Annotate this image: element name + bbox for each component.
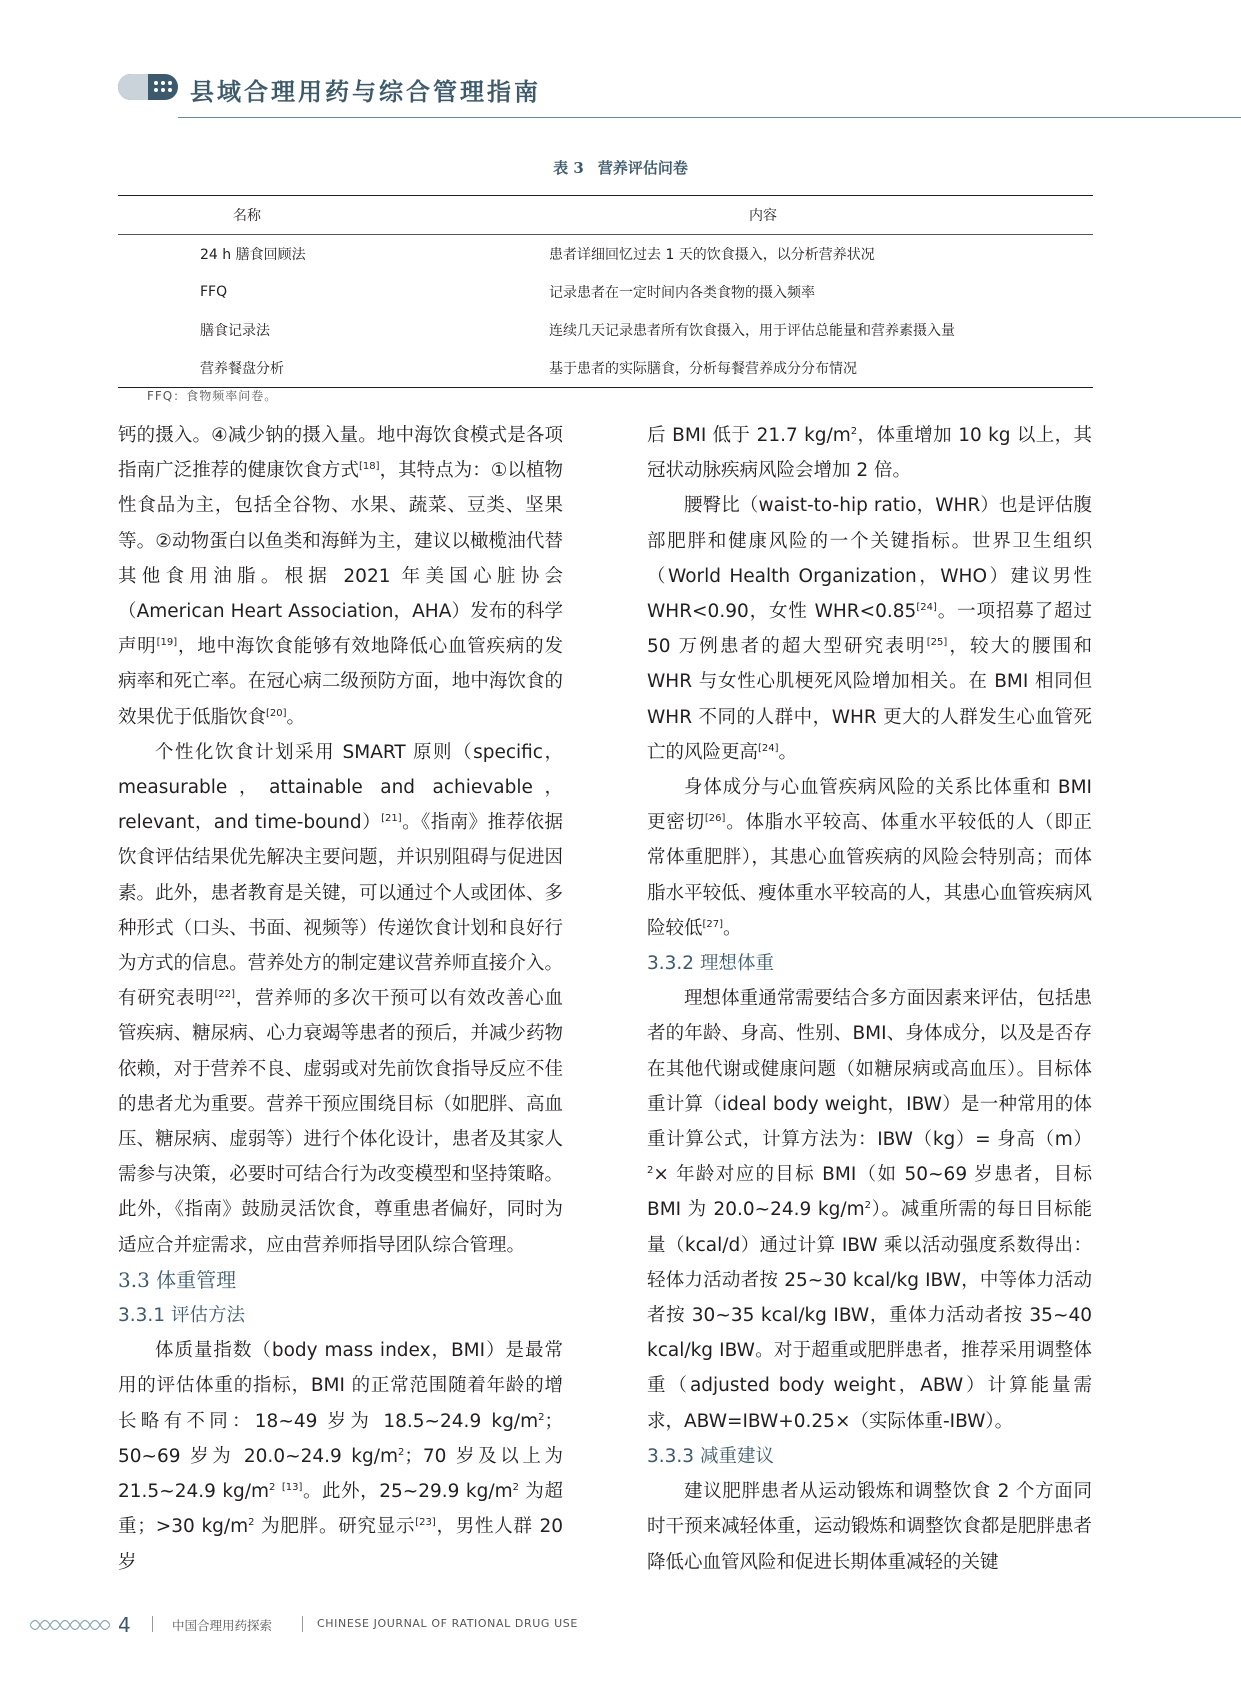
footer-divider	[152, 1616, 153, 1632]
table-cell-name: FFQ	[200, 284, 228, 300]
subsection-heading: 3.3.1 评估方法	[118, 1305, 245, 1327]
citation: [18]	[359, 461, 380, 473]
subsection-heading: 3.3.3 减重建议	[647, 1445, 774, 1467]
table-cell-content: 连续几天记录患者所有饮食摄入，用于评估总能量和营养素摄入量	[549, 323, 955, 339]
table-row	[118, 311, 1093, 349]
table-footnote: FFQ：食物频率问卷。	[147, 389, 278, 403]
right-column	[647, 418, 1092, 1580]
body-paragraph: 钙的摄入。④减少钠的摄入量。地中海饮食模式是各项指南广泛推荐的健康饮食方式[18]，其特点为：①以植物性食品为主，包括全谷物、水果、蔬菜、豆类、坚果等。②动物蛋白以鱼类和海鲜为主，建议以橄榄油代替其他食用油脂。根据 2021 年美国心脏协会（American Heart Association，AHA）发布的科学声明[19]，地中海饮食能够有效地降低心血管疾病的发病率和死亡率。在冠心病二级预防方面，地中海饮食的效果优于低脂饮食[20]。	[118, 425, 563, 728]
citation: [24]	[758, 742, 779, 754]
citation: [26]	[704, 813, 726, 825]
table-cell-name: 膳食记录法	[200, 323, 270, 339]
body-paragraph: 个性化饮食计划采用 SMART 原则（specific，measurable，attainable and achievable，relevant，and time-bound）[21]。《指南》推荐依据饮食评估结果优先解决主要问题，并识别阻碍与促进因素。此外，患者教育是关键，可以通过个人或团体、多种形式（口头、书面、视频等）传递饮食计划和良好行为方式的信息。营养处方的制定建议营养师直接介入。有研究表明[22]，营养师的多次干预可以有效改善心血管疾病、糖尿病、心力衰竭等患者的预后，并减少药物依赖，对于营养不良、虚弱或对先前饮食指导反应不佳的患者尤为重要。营养干预应围绕目标（如肥胖、高血压、糖尿病、虚弱等）进行个体化设计，患者及其家人需参与决策，必要时可结合行为改变模型和坚持策略。此外，《指南》鼓励灵活饮食，尊重患者偏好，同时为适应合并症需求，应由营养师指导团队综合管理。	[118, 741, 563, 1256]
body-paragraph: 身体成分与心血管疾病风险的关系比体重和 BMI 更密切[26]。体脂水平较高、体重水平较低的人（即正常体重肥胖），其患心血管疾病的风险会特别高；而体脂水平较低、瘦体重水平较高的人，其患心血管疾病风险较低[27]。	[647, 777, 1092, 939]
footer-divider	[302, 1616, 303, 1632]
citation: [21]	[381, 813, 402, 825]
running-header-title: 县域合理用药与综合管理指南	[190, 77, 541, 106]
citation: [27]	[702, 918, 724, 930]
table-row	[118, 273, 1093, 311]
table-row	[118, 349, 1093, 388]
citation: [20]	[266, 707, 287, 719]
table-caption	[0, 157, 1241, 178]
citation: [19]	[156, 637, 178, 649]
body-paragraph: 建议肥胖患者从运动锻炼和调整饮食 2 个方面同时干预来减轻体重，运动锻炼和调整饮食都是肥胖患者降低心血管风险和促进长期体重减轻的关键	[647, 1481, 1092, 1573]
journal-name-cn: 中国合理用药探索	[172, 1618, 273, 1633]
table-caption-number: 表 3	[553, 159, 584, 177]
table-cell-name: 24 h 膳食回顾法	[200, 247, 306, 263]
body-paragraph: 后 BMI 低于 21.7 $kg/m^2$，体重增加 10 kg 以上，其冠状动脉疾病风险会增加 2 倍。	[647, 425, 1092, 482]
nutrition-assessment-table	[118, 195, 1093, 388]
wave-ornament-icon	[30, 1616, 110, 1634]
table-cell-content: 患者详细回忆过去 1 天的饮食摄入，以分析营养状况	[549, 247, 875, 263]
citation: [13]	[281, 1481, 303, 1493]
header-rule	[178, 117, 1241, 118]
body-paragraph: 体质量指数（body mass index，BMI）是最常用的评估体重的指标，BMI 的正常范围随着年龄的增长略有不同：18~49 岁为 18.5~24.9 $kg/m^2$；50~69 岁为 20.0~24.9 $kg/m^2$；70 岁及以上为 21.5~24.9 $kg/m^2$ [13]。此外，25~29.9 $kg/m^2$ 为超重；>30 $kg/m^2$ 为肥胖。研究显示[23]，男性人群 20 岁	[118, 1340, 563, 1573]
table-header-name: 名称	[118, 196, 549, 235]
body-paragraph: 腰臀比（waist-to-hip ratio，WHR）也是评估腹部肥胖和健康风险的一个关键指标。世界卫生组织（World Health Organization，WHO）建议男性 WHR<0.90，女性 WHR<0.85[24]。一项招募了超过 50 万例患者的超大型研究表明[25]，较大的腰围和 WHR 与女性心肌梗死风险增加相关。在 BMI 相同但 WHR 不同的人群中，WHR 更大的人群发生心血管死亡的风险更高[24]。	[647, 495, 1092, 763]
table-row	[118, 235, 1093, 274]
table-caption-title: 营养评估问卷	[597, 159, 688, 177]
section-heading: 3.3 体重管理	[118, 1267, 237, 1292]
table-header-content: 内容	[549, 196, 1093, 235]
page-number: 4	[118, 1613, 131, 1637]
subsection-heading: 3.3.2 理想体重	[647, 953, 774, 975]
table-cell-content: 记录患者在一定时间内各类食物的摄入频率	[549, 285, 815, 301]
journal-logo-icon	[118, 74, 178, 100]
citation: [23]	[415, 1517, 436, 1529]
body-paragraph: 理想体重通常需要结合多方面因素来评估，包括患者的年龄、身高、性别、BMI、身体成分，以及是否存在其他代谢或健康问题（如糖尿病或高血压）。目标体重计算（ideal body weight，IBW）是一种常用的体重计算公式，计算方法为：IBW（kg）= 身高$(m)^2\times$ 年龄对应的目标 BMI（如 50~69 岁患者，目标 BMI 为 20.0~24.9 $kg/m^2$）。减重所需的每日目标能量（kcal/d）通过计算 IBW 乘以活动强度系数得出：轻体力活动者按 25~30 kcal/kg IBW，中等体力活动者按 30~35 kcal/kg IBW，重体力活动者按 35~40 kcal/kg IBW。对于超重或肥胖患者，推荐采用调整体重（adjusted body weight，ABW）计算能量需求，ABW=IBW+0.25×（实际体重-IBW）。	[647, 988, 1092, 1432]
left-column	[118, 418, 563, 1580]
running-header	[118, 66, 1241, 118]
citation: [22]	[214, 989, 235, 1001]
page-footer	[30, 1610, 1210, 1640]
citation: [24]	[916, 601, 937, 613]
table-cell-name: 营养餐盘分析	[118, 349, 549, 388]
journal-name-en: CHINESE JOURNAL OF RATIONAL DRUG USE	[317, 1617, 578, 1630]
citation: [25]	[926, 637, 948, 649]
table-cell-content: 基于患者的实际膳食，分析每餐营养成分分布情况	[549, 349, 1093, 388]
